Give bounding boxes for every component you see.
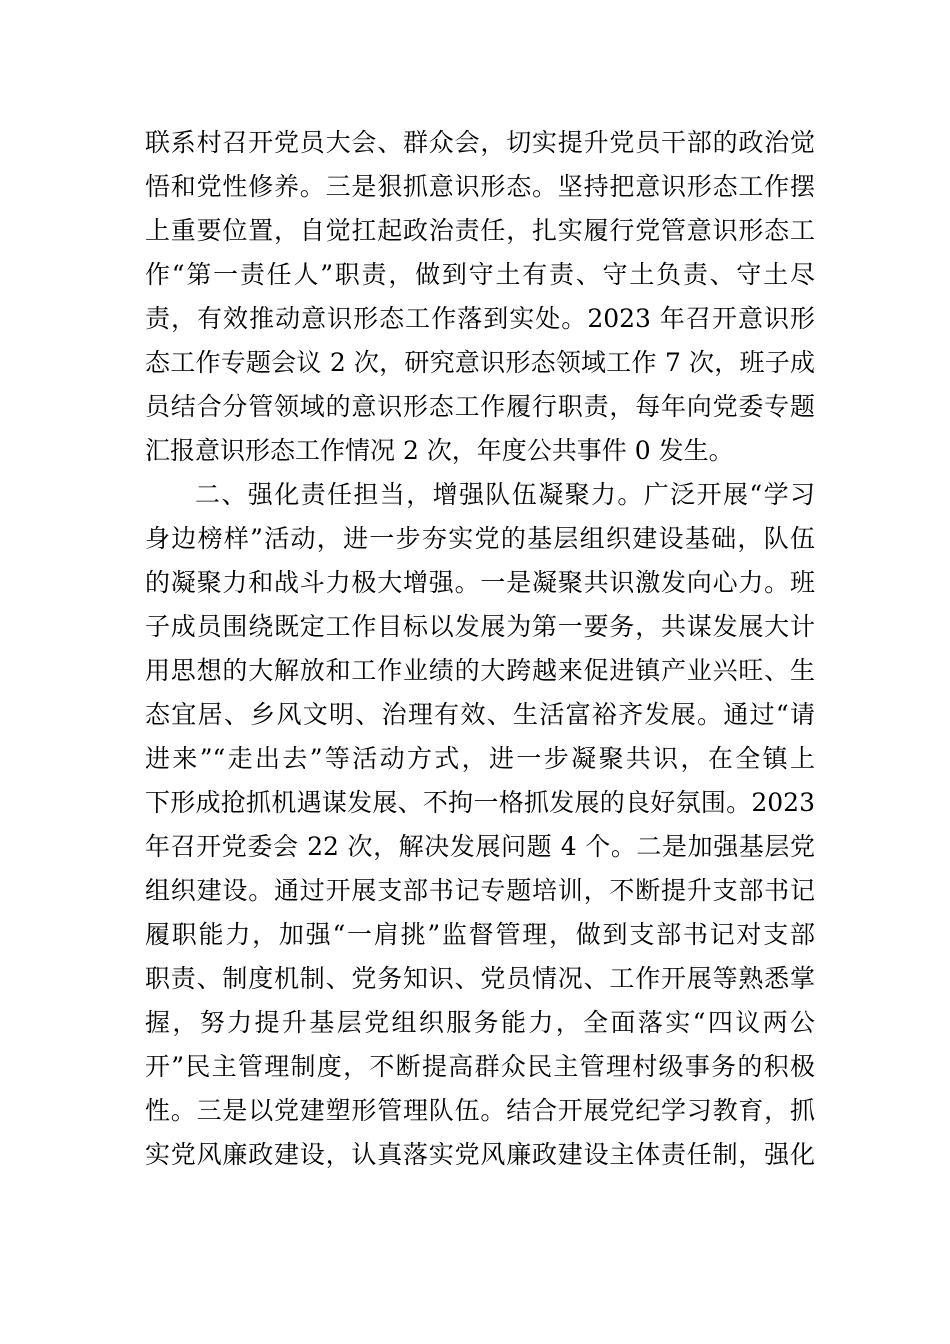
text-line: 的凝聚力和战斗力极大增强。一是凝聚共识激发向心力。班: [145, 568, 815, 597]
text-line: 握，努力提升基层党组织服务能力，全面落实“四议两公: [145, 1008, 815, 1037]
document-body: [145, 121, 815, 1177]
text-line: 性。三是以党建塑形管理队伍。结合开展党纪学习教育，抓: [145, 1096, 815, 1125]
text-line: 作“第一责任人”职责，做到守土有责、守土负责、守土尽: [145, 260, 815, 289]
text-line: 实党风廉政建设，认真落实党风廉政建设主体责任制，强化: [145, 1140, 815, 1169]
text-line: 身边榜样”活动，进一步夯实党的基层组织建设基础，队伍: [145, 524, 815, 553]
text-line: 开”民主管理制度，不断提高群众民主管理村级事务的积极: [145, 1052, 815, 1081]
text-line: 下形成抢抓机遇谋发展、不拘一格抓发展的良好氛围。2023: [145, 788, 815, 817]
text-line: 态工作专题会议 2 次，研究意识形态领域工作 7 次，班子成: [145, 348, 815, 377]
text-line: 联系村召开党员大会、群众会，切实提升党员干部的政治觉: [145, 128, 815, 157]
text-line: 履职能力，加强“一肩挑”监督管理，做到支部书记对支部: [145, 920, 815, 949]
text-line: 态宜居、乡风文明、治理有效、生活富裕齐发展。通过“请: [145, 700, 815, 729]
text-line: 组织建设。通过开展支部书记专题培训，不断提升支部书记: [145, 876, 815, 905]
text-line: 职责、制度机制、党务知识、党员情况、工作开展等熟悉掌: [145, 964, 815, 993]
paragraph-1: [145, 121, 815, 473]
text-line: 员结合分管领域的意识形态工作履行职责，每年向党委专题: [145, 392, 815, 421]
paragraph-2: [145, 473, 815, 1177]
text-line: 年召开党委会 22 次，解决发展问题 4 个。二是加强基层党: [145, 832, 815, 861]
text-line: 汇报意识形态工作情况 2 次，年度公共事件 0 发生。: [145, 436, 734, 465]
text-line: 用思想的大解放和工作业绩的大跨越来促进镇产业兴旺、生: [145, 656, 815, 685]
text-line: 进来”“走出去”等活动方式，进一步凝聚共识，在全镇上: [145, 744, 815, 773]
text-line: 上重要位置，自觉扛起政治责任，扎实履行党管意识形态工: [145, 216, 815, 245]
text-line: 子成员围绕既定工作目标以发展为第一要务，共谋发展大计: [145, 612, 815, 641]
text-line: 二、强化责任担当，增强队伍凝聚力。广泛开展“学习: [195, 480, 815, 509]
text-line: 责，有效推动意识形态工作落到实处。2023 年召开意识形: [145, 304, 815, 333]
text-line: 悟和党性修养。三是狠抓意识形态。坚持把意识形态工作摆: [145, 172, 815, 201]
